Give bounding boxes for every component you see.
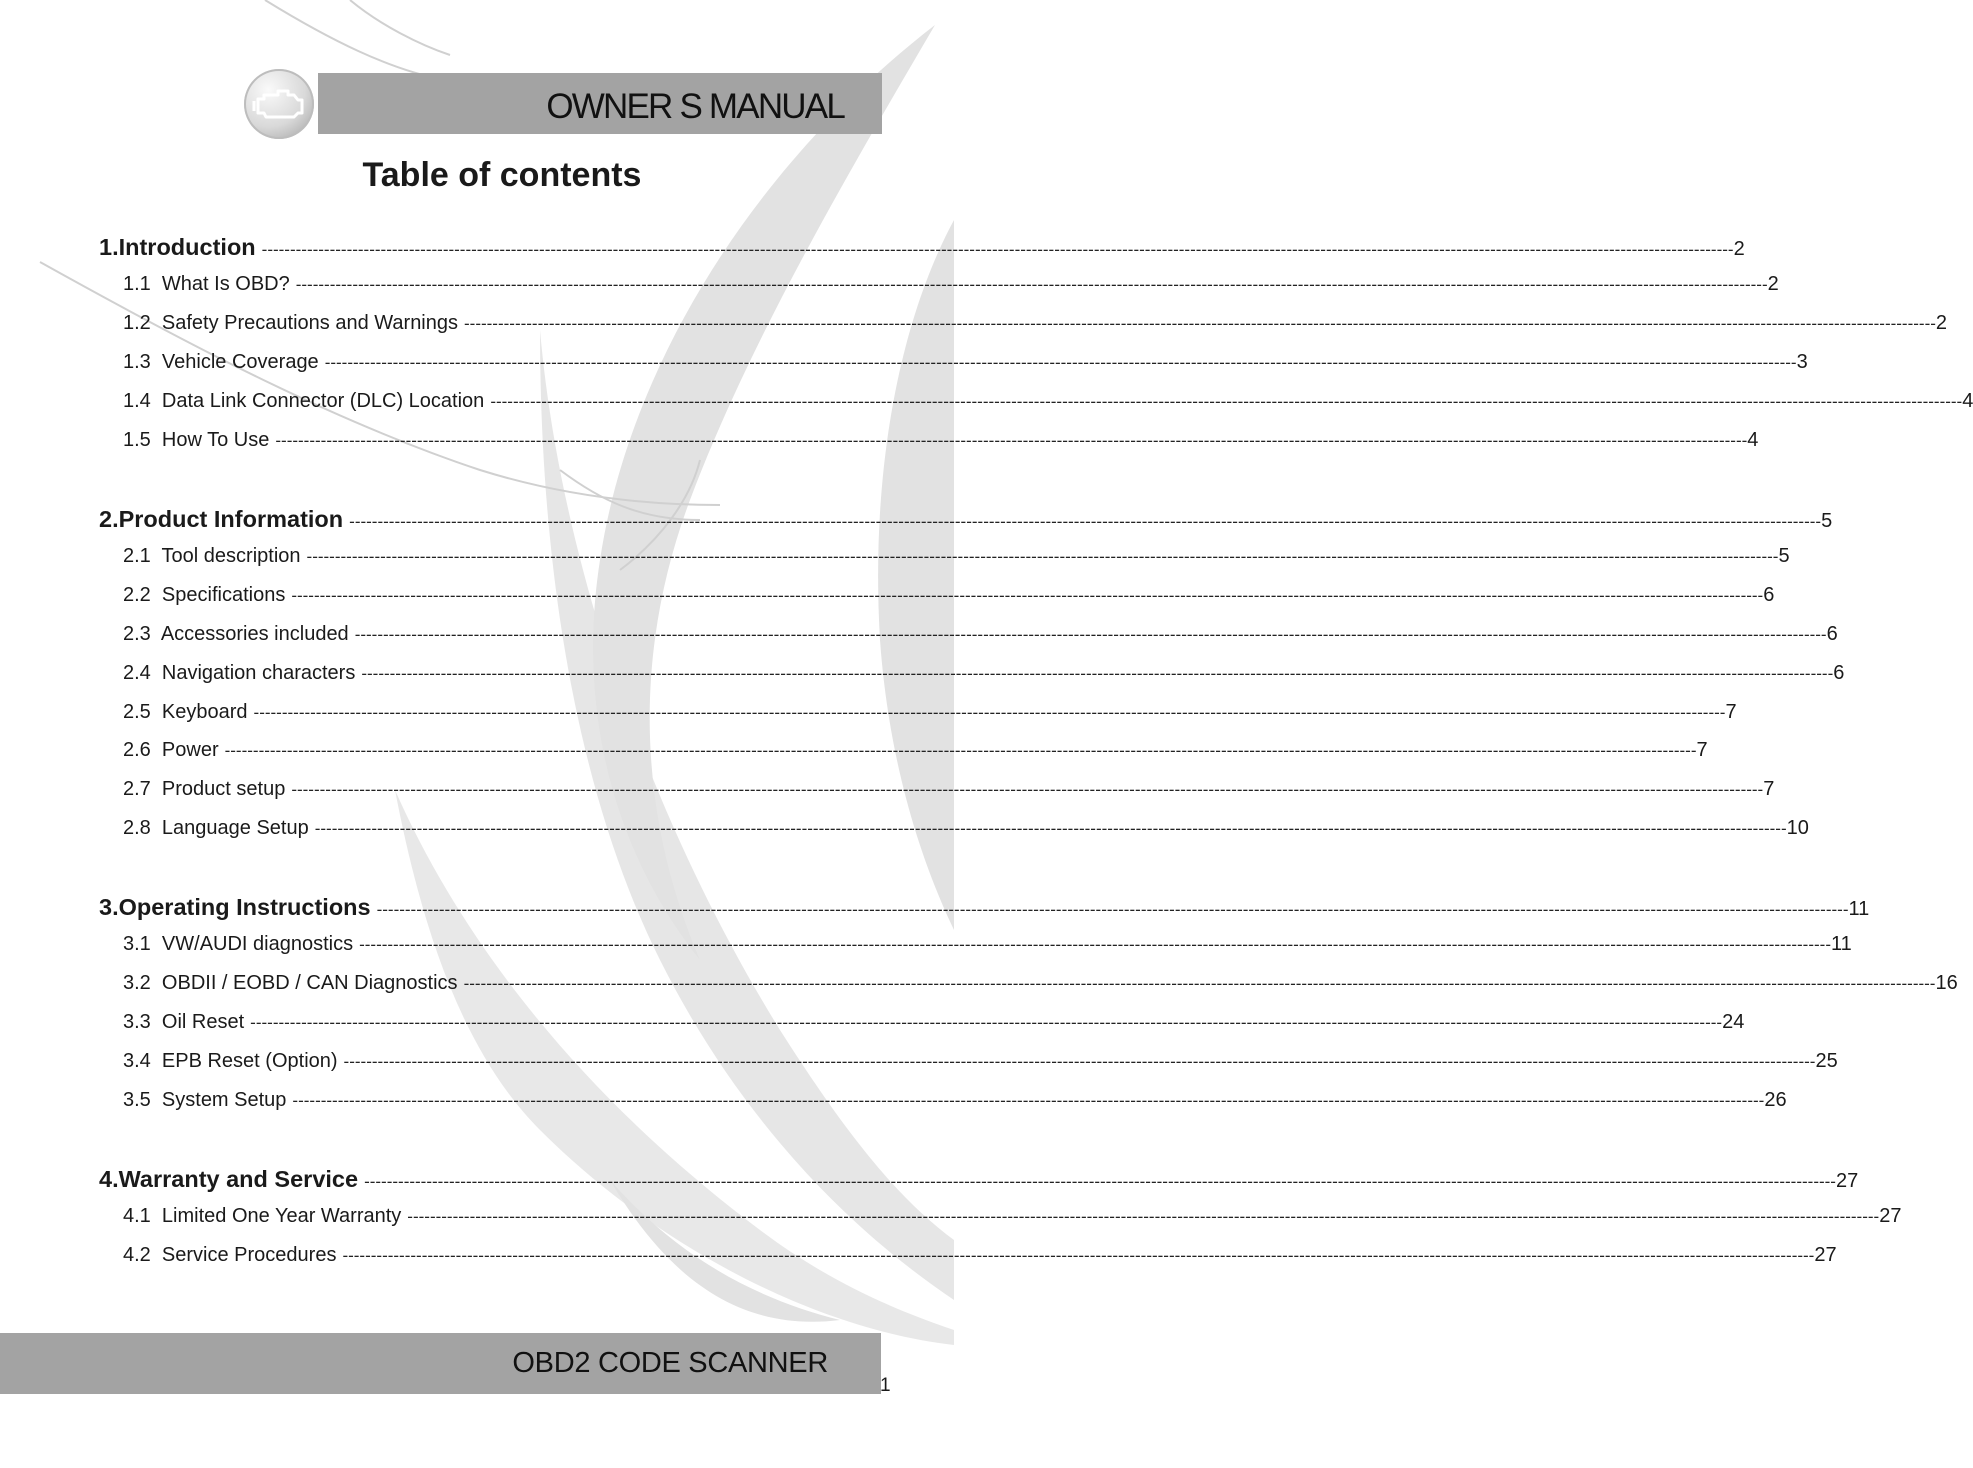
toc-leader: --------------------------------------------------------------------------------------------------------------------------------------------------------------------------------------------------------------------------------------------------------------------: [224, 741, 1697, 761]
engine-check-icon: [244, 69, 314, 139]
toc-item[interactable]: [123, 1049, 1838, 1080]
toc-item[interactable]: [123, 971, 1958, 1002]
toc-item-label: 1.5 How To Use: [123, 428, 270, 451]
toc-page-number: 5: [1778, 544, 1790, 567]
toc-item-label: 3.5 System Setup: [123, 1088, 287, 1111]
toc-item-label: 3.1 VW/AUDI diagnostics: [123, 932, 354, 955]
toc-page-number: 3: [1796, 350, 1808, 373]
toc-item[interactable]: [123, 1088, 1787, 1119]
toc-item-label: 2.8 Language Setup: [123, 817, 309, 840]
toc-leader: --------------------------------------------------------------------------------------------------------------------------------------------------------------------------------------------------------------------------------------------------------------------: [407, 1206, 1880, 1226]
toc-item[interactable]: [123, 622, 1838, 653]
toc-section[interactable]: [99, 234, 1745, 264]
toc-item-label: 2.6 Power: [123, 739, 219, 762]
toc-item[interactable]: [123, 1204, 1902, 1235]
toc-item[interactable]: [123, 311, 1948, 342]
toc-page-number: 2: [1733, 238, 1745, 260]
toc-item-label: 1.1 What Is OBD?: [123, 272, 290, 295]
toc-section-label: 1.Introduction: [99, 234, 256, 260]
toc-item-label: 2.3 Accessories included: [123, 622, 349, 645]
toc-leader: --------------------------------------------------------------------------------------------------------------------------------------------------------------------------------------------------------------------------------------------------------------------: [464, 313, 1936, 333]
toc-item-label: 3.3 Oil Reset: [123, 1010, 245, 1033]
toc-page-number: 4: [1747, 428, 1759, 451]
toc-item[interactable]: [123, 739, 1708, 769]
toc-item-label: 4.1 Limited One Year Warranty: [123, 1204, 402, 1227]
toc-leader: --------------------------------------------------------------------------------------------------------------------------------------------------------------------------------------------------------------------------------------------------------------------: [250, 1012, 1723, 1032]
toc-page-number: 24: [1722, 1010, 1745, 1033]
toc-item-label: 1.3 Vehicle Coverage: [123, 350, 319, 373]
toc-leader: --------------------------------------------------------------------------------------------------------------------------------------------------------------------------------------------------------------------------------------------------------------------: [261, 240, 1734, 259]
toc-page-number: 27: [1814, 1243, 1837, 1266]
toc-page-number: 16: [1935, 971, 1958, 994]
page-title: Table of contents: [362, 156, 642, 194]
toc-leader: --------------------------------------------------------------------------------------------------------------------------------------------------------------------------------------------------------------------------------------------------------------------: [342, 1245, 1815, 1265]
toc-leader: --------------------------------------------------------------------------------------------------------------------------------------------------------------------------------------------------------------------------------------------------------------------: [354, 624, 1827, 644]
toc-page-number: 10: [1786, 817, 1809, 840]
toc-page-number: 11: [1831, 932, 1852, 955]
toc-leader: --------------------------------------------------------------------------------------------------------------------------------------------------------------------------------------------------------------------------------------------------------------------: [253, 702, 1726, 722]
toc-item-label: 2.7 Product setup: [123, 778, 286, 801]
toc-page-number: 27: [1879, 1204, 1902, 1227]
toc-leader: --------------------------------------------------------------------------------------------------------------------------------------------------------------------------------------------------------------------------------------------------------------------: [306, 546, 1779, 566]
manual-title: OWNER S MANUAL: [546, 87, 844, 126]
toc-item[interactable]: [123, 350, 1808, 381]
toc-leader: --------------------------------------------------------------------------------------------------------------------------------------------------------------------------------------------------------------------------------------------------------------------: [292, 1090, 1765, 1110]
toc-leader: --------------------------------------------------------------------------------------------------------------------------------------------------------------------------------------------------------------------------------------------------------------------: [361, 663, 1834, 683]
toc-item[interactable]: [123, 544, 1790, 575]
toc-section[interactable]: [99, 1166, 1859, 1196]
toc-leader: --------------------------------------------------------------------------------------------------------------------------------------------------------------------------------------------------------------------------------------------------------------------: [364, 1172, 1836, 1191]
toc-leader: --------------------------------------------------------------------------------------------------------------------------------------------------------------------------------------------------------------------------------------------------------------------: [295, 274, 1768, 294]
toc-item-label: 4.2 Service Procedures: [123, 1243, 337, 1266]
page-number: 1: [880, 1375, 891, 1396]
toc-item[interactable]: [123, 428, 1759, 459]
toc-item[interactable]: [123, 1243, 1837, 1274]
toc-page-number: 26: [1764, 1088, 1787, 1111]
toc-item[interactable]: [123, 817, 1809, 847]
toc-page-number: 27: [1835, 1170, 1859, 1192]
toc-item-label: 1.4 Data Link Connector (DLC) Location: [123, 389, 485, 412]
toc-section-label: 2.Product Information: [99, 506, 344, 532]
toc-item[interactable]: [123, 700, 1737, 731]
toc-section-label: 4.Warranty and Service: [99, 1166, 359, 1192]
toc-leader: --------------------------------------------------------------------------------------------------------------------------------------------------------------------------------------------------------------------------------------------------------------------: [376, 900, 1849, 919]
toc-item-label: 2.2 Specifications: [123, 583, 286, 606]
toc-page-number: 5: [1821, 510, 1833, 532]
toc-leader: --------------------------------------------------------------------------------------------------------------------------------------------------------------------------------------------------------------------------------------------------------------------: [490, 391, 1963, 411]
toc-item[interactable]: [123, 778, 1775, 808]
toc-leader: --------------------------------------------------------------------------------------------------------------------------------------------------------------------------------------------------------------------------------------------------------------------: [291, 585, 1764, 605]
toc-leader: --------------------------------------------------------------------------------------------------------------------------------------------------------------------------------------------------------------------------------------------------------------------: [275, 430, 1748, 450]
toc-item[interactable]: [123, 389, 1973, 420]
toc-leader: --------------------------------------------------------------------------------------------------------------------------------------------------------------------------------------------------------------------------------------------------------------------: [359, 934, 1831, 954]
toc-leader: --------------------------------------------------------------------------------------------------------------------------------------------------------------------------------------------------------------------------------------------------------------------: [463, 973, 1936, 993]
toc-leader: --------------------------------------------------------------------------------------------------------------------------------------------------------------------------------------------------------------------------------------------------------------------: [343, 1051, 1816, 1071]
toc-item[interactable]: [123, 583, 1775, 614]
toc-item-label: 3.2 OBDII / EOBD / CAN Diagnostics: [123, 971, 458, 994]
toc-item[interactable]: [123, 932, 1852, 963]
toc-page-number: 4: [1962, 389, 1973, 412]
engine-badge: [244, 69, 314, 139]
toc-item-label: 1.2 Safety Precautions and Warnings: [123, 311, 458, 334]
toc-leader: --------------------------------------------------------------------------------------------------------------------------------------------------------------------------------------------------------------------------------------------------------------------: [349, 512, 1822, 531]
toc-page-number: 11: [1848, 898, 1870, 920]
toc-section[interactable]: [99, 894, 1870, 924]
toc-item[interactable]: [123, 661, 1845, 692]
toc-leader: --------------------------------------------------------------------------------------------------------------------------------------------------------------------------------------------------------------------------------------------------------------------: [324, 352, 1797, 372]
toc-item-label: 2.4 Navigation characters: [123, 661, 356, 684]
toc-leader: --------------------------------------------------------------------------------------------------------------------------------------------------------------------------------------------------------------------------------------------------------------------: [314, 819, 1787, 839]
toc-page-number: 6: [1763, 583, 1775, 606]
toc-page-number: 7: [1725, 700, 1737, 723]
toc-item[interactable]: [123, 272, 1779, 303]
product-name: OBD2 CODE SCANNER: [512, 1347, 828, 1379]
toc-leader: --------------------------------------------------------------------------------------------------------------------------------------------------------------------------------------------------------------------------------------------------------------------: [291, 780, 1764, 800]
toc-section-label: 3.Operating Instructions: [99, 894, 371, 920]
toc-page-number: 7: [1763, 778, 1775, 801]
toc-page-number: 2: [1935, 311, 1948, 334]
toc-page-number: 6: [1826, 622, 1838, 645]
toc-section[interactable]: [99, 506, 1833, 536]
footer-bar: [0, 1333, 881, 1394]
toc-page-number: 7: [1696, 739, 1708, 762]
toc-item-label: 3.4 EPB Reset (Option): [123, 1049, 338, 1072]
toc-item-label: 2.1 Tool description: [123, 544, 301, 567]
toc-item-label: 2.5 Keyboard: [123, 700, 248, 723]
toc-page-number: 25: [1815, 1049, 1838, 1072]
toc-page-number: 2: [1767, 272, 1779, 295]
toc-page-number: 6: [1833, 661, 1845, 684]
toc-item[interactable]: [123, 1010, 1745, 1041]
